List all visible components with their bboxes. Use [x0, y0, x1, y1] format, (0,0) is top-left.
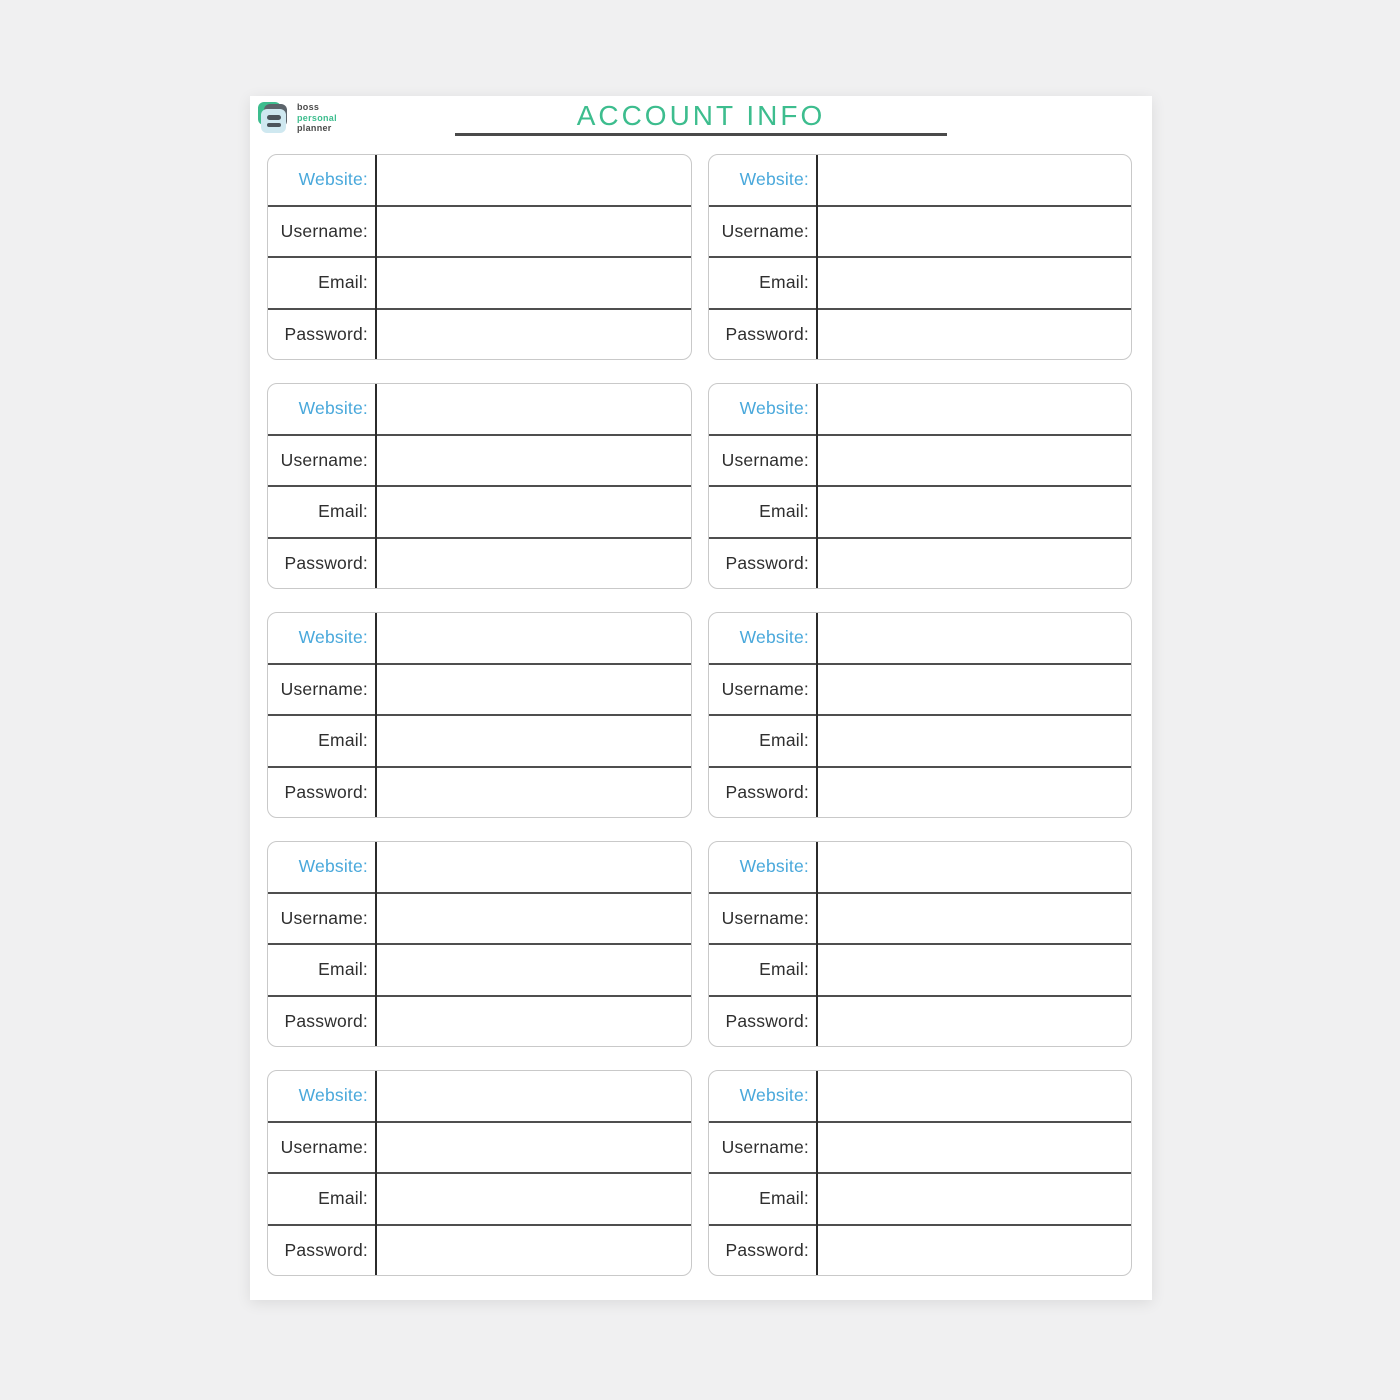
password-value-field[interactable]	[816, 539, 1131, 589]
password-row	[268, 537, 691, 589]
email-value-field[interactable]	[375, 258, 691, 308]
website-row	[709, 384, 1131, 434]
username-label: Username:	[280, 220, 368, 241]
website-row	[268, 613, 691, 663]
website-value-field[interactable]	[375, 613, 691, 663]
website-row	[268, 384, 691, 434]
email-row	[709, 714, 1131, 766]
username-row	[268, 205, 691, 257]
website-row	[709, 1071, 1131, 1121]
website-value-field[interactable]	[816, 155, 1131, 205]
email-label: Email:	[759, 730, 809, 751]
logo-word-boss: boss	[297, 102, 320, 113]
cards-grid	[267, 154, 1132, 1276]
email-value-field[interactable]	[816, 945, 1131, 995]
website-label: Website:	[739, 398, 809, 419]
website-row	[268, 1071, 691, 1121]
website-value-field[interactable]	[816, 1071, 1131, 1121]
card-divider-line	[375, 613, 377, 817]
account-card	[708, 383, 1132, 589]
website-value-field[interactable]	[375, 384, 691, 434]
username-value-field[interactable]	[375, 665, 691, 715]
website-label: Website:	[298, 627, 368, 648]
password-label: Password:	[284, 1239, 368, 1260]
email-value-field[interactable]	[375, 945, 691, 995]
password-value-field[interactable]	[816, 1226, 1131, 1276]
title-underline	[455, 133, 947, 136]
email-row	[268, 256, 691, 308]
email-row	[709, 256, 1131, 308]
email-row	[709, 943, 1131, 995]
username-value-field[interactable]	[375, 1123, 691, 1173]
account-card	[267, 841, 692, 1047]
username-row	[709, 892, 1131, 944]
email-label: Email:	[318, 730, 368, 751]
username-row	[709, 205, 1131, 257]
email-value-field[interactable]	[816, 1174, 1131, 1224]
email-label: Email:	[318, 959, 368, 980]
username-value-field[interactable]	[816, 436, 1131, 486]
username-label: Username:	[280, 678, 368, 699]
card-divider-line	[375, 842, 377, 1046]
password-label: Password:	[725, 1010, 809, 1031]
username-row	[709, 1121, 1131, 1173]
card-divider-line	[816, 613, 818, 817]
website-value-field[interactable]	[816, 384, 1131, 434]
password-label: Password:	[284, 781, 368, 802]
logo-word-personal: personal	[297, 112, 337, 123]
website-label: Website:	[739, 1085, 809, 1106]
email-row	[268, 714, 691, 766]
card-divider-line	[375, 1071, 377, 1275]
password-label: Password:	[725, 1239, 809, 1260]
website-label: Website:	[298, 398, 368, 419]
password-row	[709, 537, 1131, 589]
email-row	[268, 943, 691, 995]
username-value-field[interactable]	[816, 894, 1131, 944]
website-label: Website:	[739, 627, 809, 648]
account-card	[267, 1070, 692, 1276]
username-label: Username:	[280, 449, 368, 470]
username-value-field[interactable]	[375, 436, 691, 486]
password-value-field[interactable]	[375, 1226, 691, 1276]
email-label: Email:	[318, 272, 368, 293]
password-row	[709, 308, 1131, 360]
email-row	[268, 485, 691, 537]
username-label: Username:	[280, 1136, 368, 1157]
card-divider-line	[816, 155, 818, 359]
website-row	[268, 842, 691, 892]
password-label: Password:	[725, 781, 809, 802]
logo-word-planner: planner	[297, 123, 332, 134]
email-value-field[interactable]	[816, 716, 1131, 766]
account-card	[267, 383, 692, 589]
account-card	[708, 1070, 1132, 1276]
account-card	[708, 841, 1132, 1047]
email-row	[709, 1172, 1131, 1224]
email-label: Email:	[759, 1188, 809, 1209]
email-label: Email:	[318, 501, 368, 522]
email-label: Email:	[759, 959, 809, 980]
website-row	[268, 155, 691, 205]
website-label: Website:	[298, 856, 368, 877]
username-row	[709, 434, 1131, 486]
password-row	[268, 1224, 691, 1276]
website-value-field[interactable]	[375, 155, 691, 205]
email-value-field[interactable]	[816, 258, 1131, 308]
email-value-field[interactable]	[816, 487, 1131, 537]
email-value-field[interactable]	[375, 716, 691, 766]
password-row	[268, 766, 691, 818]
username-label: Username:	[721, 1136, 809, 1157]
email-label: Email:	[318, 1188, 368, 1209]
password-label: Password:	[284, 1010, 368, 1031]
email-row	[709, 485, 1131, 537]
email-value-field[interactable]	[375, 487, 691, 537]
username-row	[268, 892, 691, 944]
planner-page	[250, 96, 1152, 1300]
password-label: Password:	[284, 323, 368, 344]
password-value-field[interactable]	[816, 310, 1131, 360]
website-label: Website:	[298, 169, 368, 190]
username-label: Username:	[721, 678, 809, 699]
username-label: Username:	[721, 220, 809, 241]
password-row	[268, 308, 691, 360]
card-divider-line	[816, 384, 818, 588]
card-divider-line	[816, 1071, 818, 1275]
username-value-field[interactable]	[816, 207, 1131, 257]
username-row	[268, 663, 691, 715]
website-label: Website:	[739, 169, 809, 190]
account-card	[708, 612, 1132, 818]
website-value-field[interactable]	[816, 842, 1131, 892]
password-value-field[interactable]	[375, 310, 691, 360]
username-row	[268, 1121, 691, 1173]
account-card	[267, 612, 692, 818]
password-value-field[interactable]	[816, 997, 1131, 1047]
username-label: Username:	[280, 907, 368, 928]
website-value-field[interactable]	[375, 842, 691, 892]
password-value-field[interactable]	[375, 539, 691, 589]
username-label: Username:	[721, 449, 809, 470]
username-value-field[interactable]	[816, 665, 1131, 715]
password-row	[709, 1224, 1131, 1276]
password-row	[268, 995, 691, 1047]
password-value-field[interactable]	[375, 768, 691, 818]
card-divider-line	[375, 384, 377, 588]
password-label: Password:	[284, 552, 368, 573]
website-row	[709, 842, 1131, 892]
password-label: Password:	[725, 323, 809, 344]
password-value-field[interactable]	[816, 768, 1131, 818]
username-label: Username:	[721, 907, 809, 928]
username-value-field[interactable]	[375, 207, 691, 257]
card-divider-line	[375, 155, 377, 359]
card-divider-line	[816, 842, 818, 1046]
username-row	[709, 663, 1131, 715]
email-row	[268, 1172, 691, 1224]
account-card	[267, 154, 692, 360]
website-row	[709, 155, 1131, 205]
username-value-field[interactable]	[375, 894, 691, 944]
password-value-field[interactable]	[375, 997, 691, 1047]
password-label: Password:	[725, 552, 809, 573]
email-value-field[interactable]	[375, 1174, 691, 1224]
email-label: Email:	[759, 272, 809, 293]
website-value-field[interactable]	[816, 613, 1131, 663]
website-row	[709, 613, 1131, 663]
website-value-field[interactable]	[375, 1071, 691, 1121]
username-row	[268, 434, 691, 486]
page-title: ACCOUNT INFO	[576, 100, 826, 131]
password-row	[709, 766, 1131, 818]
email-label: Email:	[759, 501, 809, 522]
password-row	[709, 995, 1131, 1047]
username-value-field[interactable]	[816, 1123, 1131, 1173]
website-label: Website:	[298, 1085, 368, 1106]
account-card	[708, 154, 1132, 360]
website-label: Website:	[739, 856, 809, 877]
